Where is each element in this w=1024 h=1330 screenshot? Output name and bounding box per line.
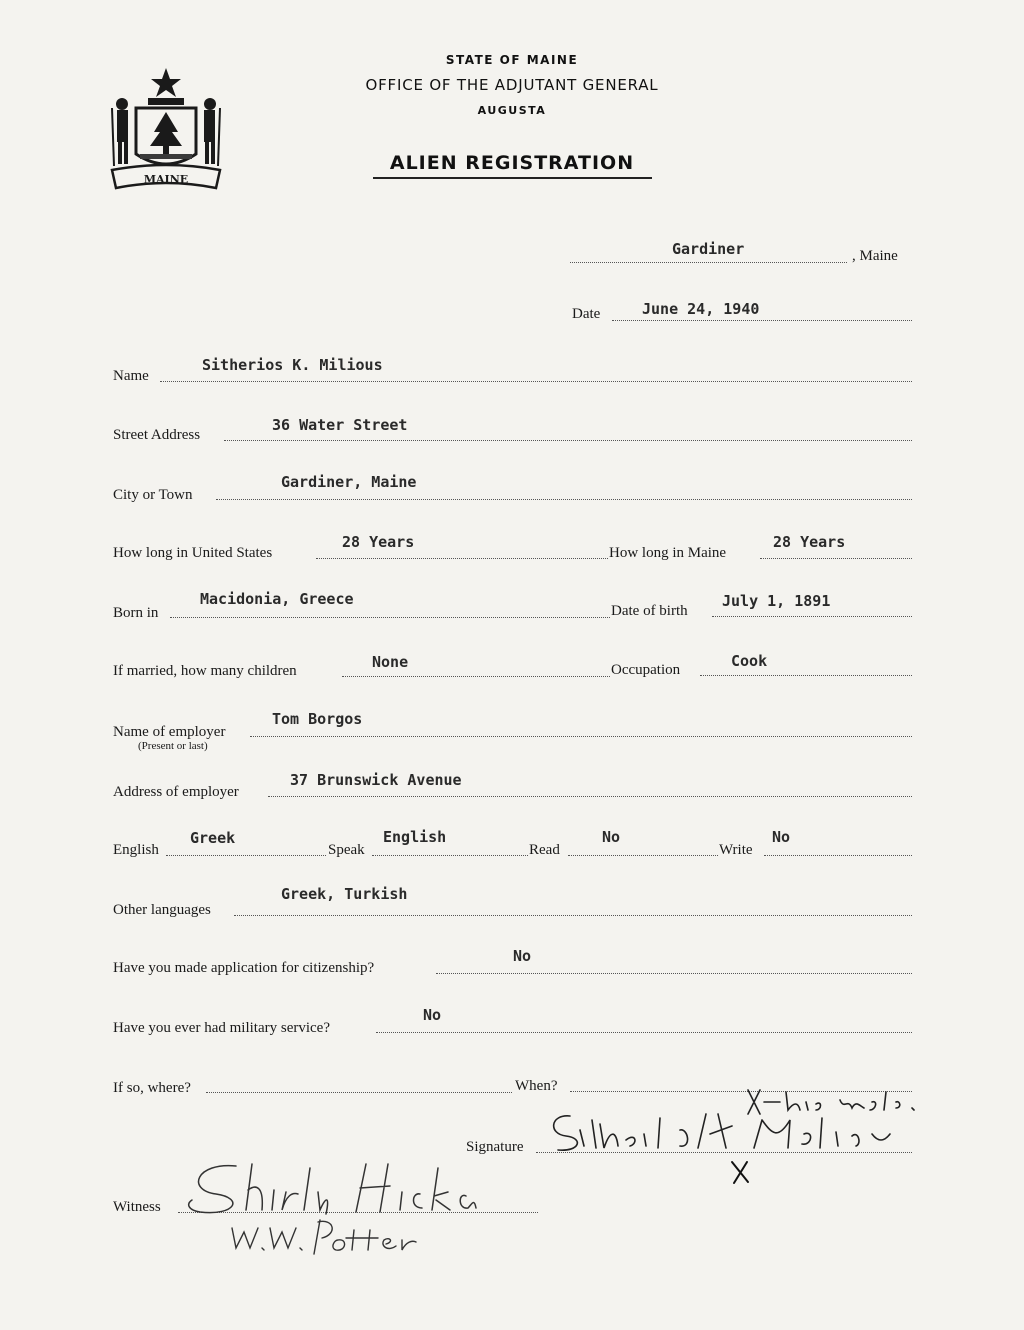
speak-value: English — [383, 828, 447, 846]
seal-label: MAINE — [143, 173, 189, 186]
read-line — [568, 855, 718, 856]
citizenship-label: Have you made application for citizenship? — [113, 960, 375, 976]
employer-line — [250, 736, 912, 737]
children-label: If married, how many children — [113, 663, 297, 679]
how-long-us-value: 28 Years — [342, 533, 415, 551]
name-line — [160, 381, 912, 382]
where-label: If so, where? — [113, 1080, 191, 1096]
military-label: Have you ever had military service? — [113, 1020, 330, 1036]
employer-label: Name of employer — [113, 724, 226, 740]
name-value: Sitherios K. Milious — [202, 356, 383, 374]
how-long-maine-line — [760, 558, 912, 559]
occupation-label: Occupation — [611, 662, 681, 678]
children-value: None — [372, 653, 409, 671]
location-value: Gardiner — [672, 240, 745, 258]
english-line — [166, 855, 326, 856]
location-line — [570, 262, 847, 263]
his-mark-note — [740, 1080, 920, 1120]
date-of-birth-line — [712, 616, 912, 617]
date-of-birth-value: July 1, 1891 — [722, 592, 831, 610]
title-underline — [373, 177, 652, 179]
read-value: No — [602, 828, 621, 846]
citizenship-line — [436, 973, 912, 974]
write-line — [764, 855, 912, 856]
date-of-birth-label: Date of birth — [611, 603, 688, 619]
how-long-maine-label: How long in Maine — [609, 545, 727, 561]
street-label: Street Address — [113, 427, 201, 443]
employer-value: Tom Borgos — [272, 710, 363, 728]
signature-mark-x — [728, 1158, 752, 1186]
born-in-label: Born in — [113, 605, 159, 621]
other-languages-label: Other languages — [113, 902, 211, 918]
how-long-us-label: How long in United States — [113, 545, 273, 561]
born-in-value: Macidonia, Greece — [200, 590, 354, 608]
other-languages-value: Greek, Turkish — [281, 885, 408, 903]
read-label: Read — [529, 842, 560, 858]
witness-handwriting-2 — [226, 1214, 426, 1258]
date-label: Date — [572, 306, 601, 322]
speak-label: Speak — [328, 842, 365, 858]
witness-handwriting-1 — [176, 1156, 516, 1220]
how-long-maine-value: 28 Years — [773, 533, 846, 551]
location-suffix: , Maine — [852, 248, 898, 264]
street-line — [224, 440, 912, 441]
how-long-us-line — [316, 558, 608, 559]
employer-address-label: Address of employer — [113, 784, 239, 800]
witness-label: Witness — [113, 1199, 161, 1215]
employer-address-value: 37 Brunswick Avenue — [290, 771, 462, 789]
date-line — [612, 320, 912, 321]
occupation-value: Cook — [731, 652, 768, 670]
employer-address-line — [268, 796, 912, 797]
citizenship-value: No — [513, 947, 532, 965]
write-label: Write — [719, 842, 753, 858]
military-value: No — [423, 1006, 442, 1024]
where-line — [206, 1092, 512, 1093]
military-line — [376, 1032, 912, 1033]
write-value: No — [772, 828, 791, 846]
signature-label: Signature — [466, 1139, 524, 1155]
english-value: Greek — [190, 829, 236, 847]
english-label: English — [113, 842, 159, 858]
city-heading: AUGUSTA — [477, 104, 547, 117]
city-label: City or Town — [113, 487, 193, 503]
speak-line — [372, 855, 528, 856]
state-heading: STATE OF MAINE — [445, 53, 579, 67]
other-languages-line — [234, 915, 912, 916]
children-line — [342, 676, 610, 677]
form-title: ALIEN REGISTRATION — [389, 152, 635, 174]
name-label: Name — [113, 368, 149, 384]
born-in-line — [170, 617, 610, 618]
city-value: Gardiner, Maine — [281, 473, 417, 491]
employer-sublabel: (Present or last) — [138, 740, 208, 752]
city-line — [216, 499, 912, 500]
date-value: June 24, 1940 — [642, 300, 760, 318]
street-value: 36 Water Street — [272, 416, 408, 434]
occupation-line — [700, 675, 912, 676]
office-heading: OFFICE OF THE ADJUTANT GENERAL — [365, 76, 659, 94]
when-label: When? — [515, 1078, 558, 1094]
